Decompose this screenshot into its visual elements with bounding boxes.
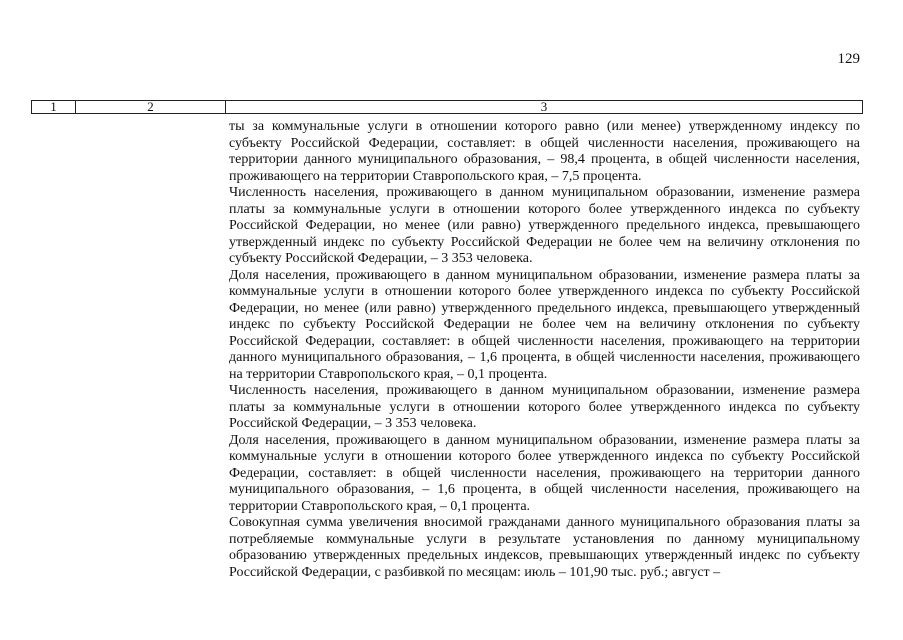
paragraph: Численность населения, проживающего в данном муниципальном образовании, изменение размера платы за коммунальные услуги в отношении которого более утвержденного индекса по субъекту Российской Федерации, но менее (или равно) утвержденного предельного индекса, превышающего утвержденный индекс по субъекту Российской Федерации не более чем на величину отклонения по субъекту Российской Федерации, – 3 353 человека.: [229, 185, 860, 266]
paragraph: Численность населения, проживающего в данном муниципальном образовании, изменение размера платы за коммунальные услуги в отношении которого более утвержденного индекса по субъекту Российской Федерации, – 3 353 человека.: [229, 383, 860, 431]
paragraph: Совокупная сумма увеличения вносимой гражданами данного муниципального образования платы за потребляемые коммунальные услуги в результате установления по данному муниципальному образованию утвержденных предельных индексов, превышающих утвержденный индекс по субъекту Российской Федерации, с разбивкой по месяцам: июль – 101,90 тыс. руб.; август –: [229, 515, 860, 580]
paragraph: ты за коммунальные услуги в отношении которого равно (или менее) утвержденному индексу по субъекту Российской Федерации, составляет: в общей численности населения, проживающего на территории данного муниципального образования, – 98,4 процента, в общей численности населения, проживающего на территории Ставропольского края, – 7,5 процента.: [229, 119, 860, 184]
table-header-col-2: 2: [76, 101, 226, 113]
page-number: 129: [837, 51, 860, 67]
table-header-col-1: 1: [32, 101, 76, 113]
table-header-row: [31, 100, 863, 114]
paragraph: Доля населения, проживающего в данном муниципальном образовании, изменение размера платы за коммунальные услуги в отношении которого более утвержденного индекса по субъекту Российской Федерации, составляет: в общей численности населения, проживающего на территории данного муниципального образования, – 1,6 процента, в общей численности населения, проживающего на территории Ставропольского края, – 0,1 процента.: [229, 432, 860, 514]
paragraph: Доля населения, проживающего в данном муниципальном образовании, изменение размера платы за коммунальные услуги в отношении которого более утвержденного индекса по субъекту Российской Федерации, но менее (или равно) утвержденного предельного индекса, превышающего утвержденный индекс по субъекту Российской Федерации не более чем на величину отклонения по субъекту Российской Федерации, составляет: в общей численности населения, проживающего на территории данного муниципального образования, – 1,6 процента, в общей численности населения, проживающего на территории Ставропольского края, – 0,1 процента.: [229, 267, 860, 382]
document-body: [229, 119, 860, 581]
table-header-col-3: 3: [540, 99, 548, 114]
